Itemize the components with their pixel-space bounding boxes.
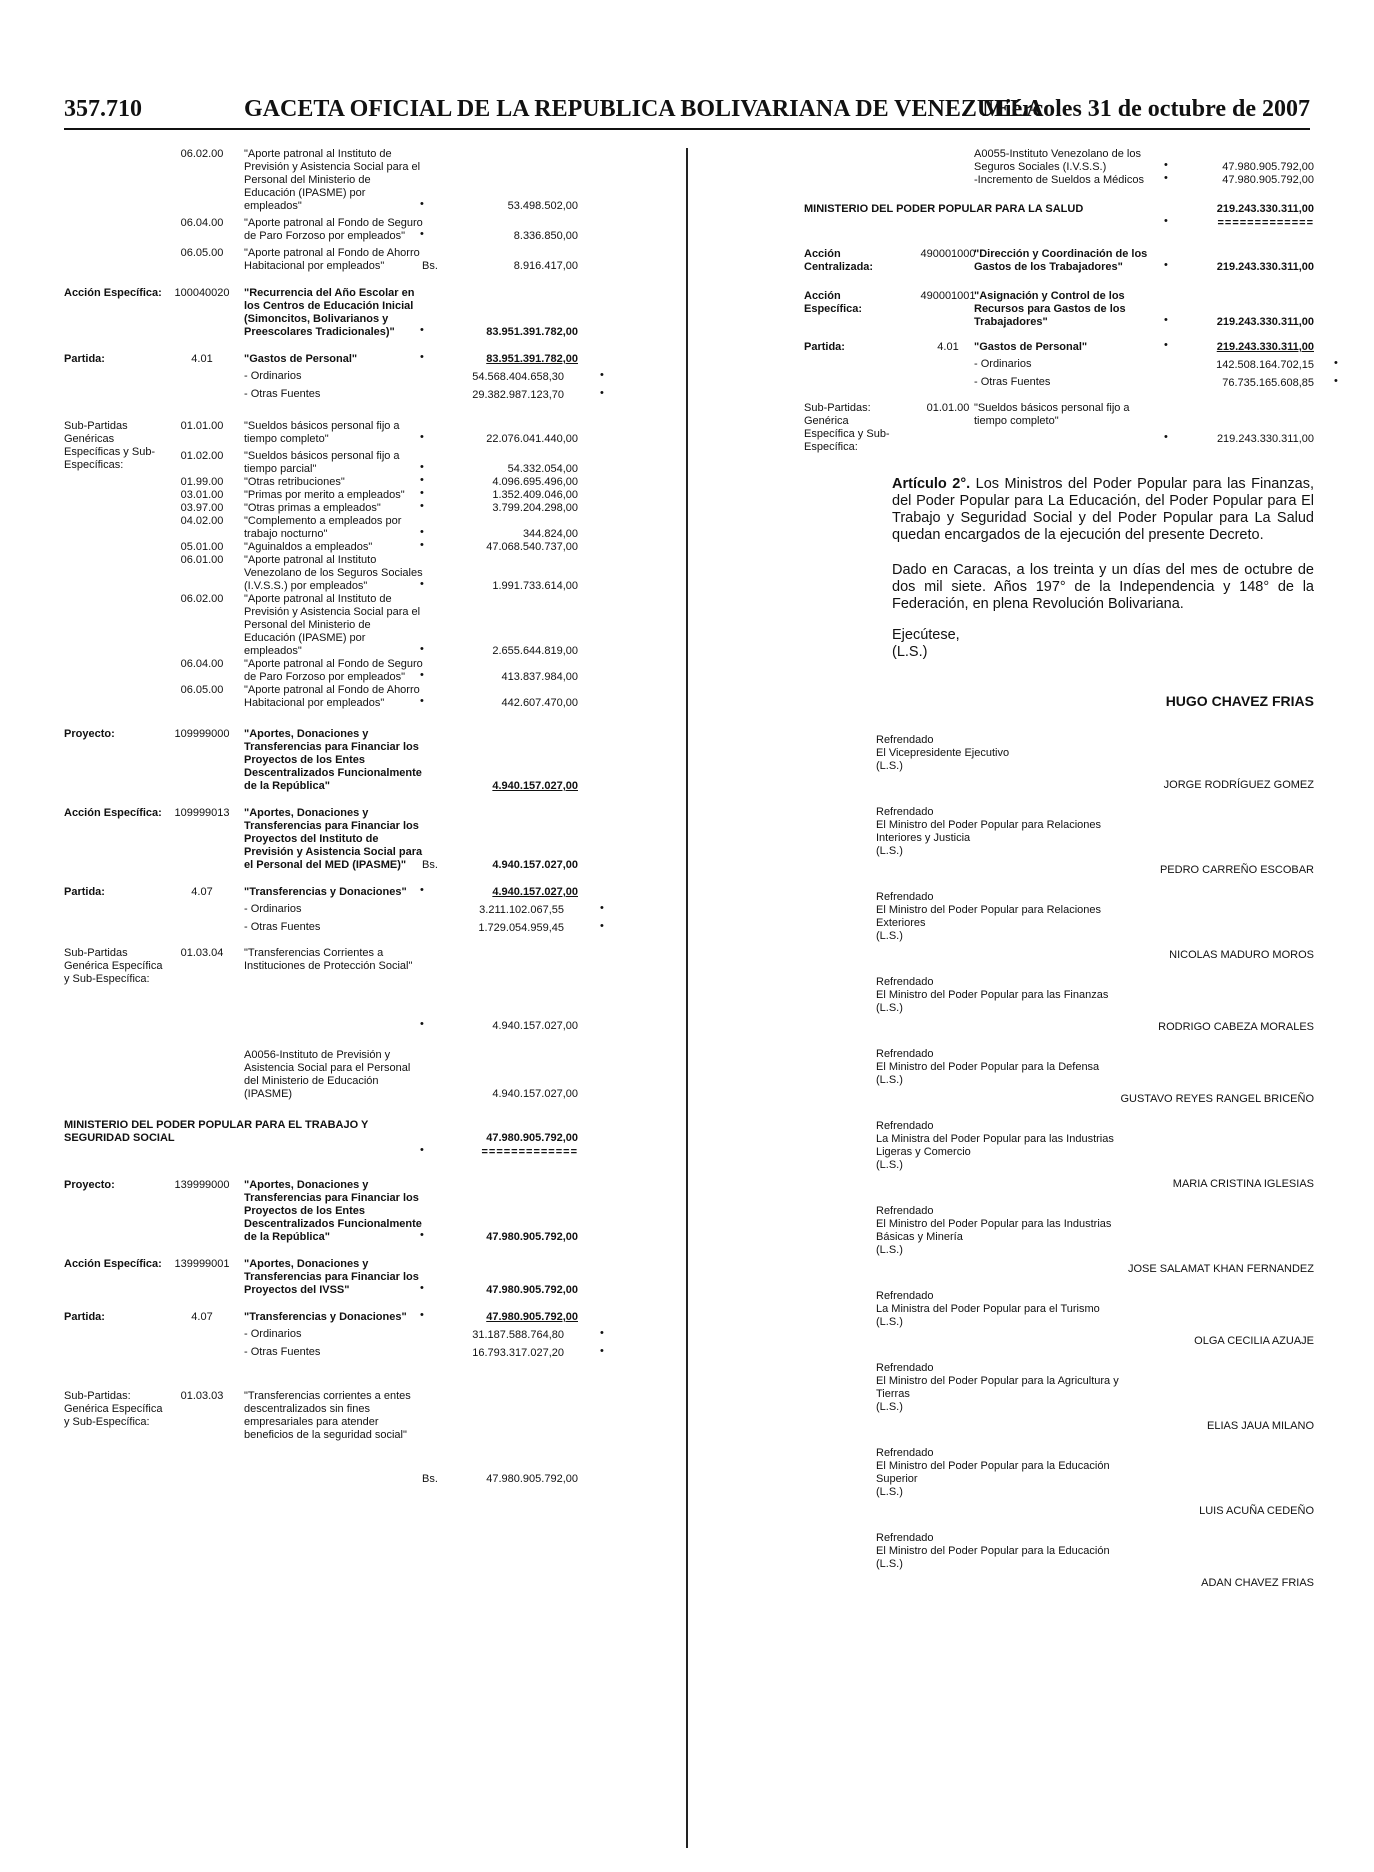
entry-description: "Aportes, Donaciones y Transferencias para Financiar los Proyectos de los Entes Descentralizados Funcionalmente de la República": [244, 1179, 422, 1243]
budget-entry: [64, 515, 578, 541]
seal-ls: (L.S.): [876, 1159, 903, 1171]
article-2-paragraph: [892, 476, 1314, 544]
budget-code: 05.01.00: [180, 541, 224, 553]
column-divider: [686, 148, 688, 1848]
budget-entry: [804, 290, 1314, 329]
right-column: [804, 144, 1338, 1590]
budget-code: 109999000: [174, 728, 230, 740]
bullet-mark: •: [420, 324, 424, 336]
budget-entry: [64, 353, 578, 366]
minister-name: MARIA CRISTINA IGLESIAS: [1172, 1178, 1314, 1190]
amount: 413.837.984,00: [501, 671, 578, 683]
bullet-mark: •: [1164, 159, 1168, 171]
amount: 22.076.041.440,00: [486, 433, 578, 445]
budget-entry: [64, 148, 578, 213]
funding-source-label: - Otras Fuentes: [244, 388, 321, 400]
entry-type-label: Partida:: [64, 1311, 105, 1323]
budget-entry: [64, 1119, 578, 1159]
budget-entry: [64, 247, 578, 273]
seal-ls: (L.S.): [876, 1002, 903, 1014]
budget-entry: [244, 902, 604, 917]
budget-code: 06.02.00: [180, 593, 224, 605]
entry-description: "Dirección y Coordinación de los Gastos de los Trabajadores": [974, 248, 1148, 273]
left-column: [64, 144, 604, 1486]
budget-code: 4.07: [191, 886, 213, 898]
entry-description: A0055-Instituto Venezolano de los Seguros Sociales (I.V.S.S.): [974, 148, 1141, 173]
entry-type-label: Sub-Partidas Genéricas Específicas y Sub-Específicas:: [64, 420, 156, 471]
amount: 47.980.905.792,00: [486, 1311, 578, 1323]
amount: 31.187.588.764,80: [472, 1329, 564, 1341]
seal-ls: (L.S.): [876, 1486, 903, 1498]
budget-entry: [64, 1390, 578, 1486]
amount: 3.799.204.298,00: [492, 502, 578, 514]
budget-code: 03.01.00: [180, 489, 224, 501]
budget-code: 01.99.00: [180, 476, 224, 488]
minister-office: La Ministra del Poder Popular para las Industrias Ligeras y Comercio: [876, 1133, 1114, 1158]
bullet-mark: •: [1164, 314, 1168, 326]
entry-type-label: Sub-Partidas Genérica Específica y Sub-Específica:: [64, 947, 163, 985]
budget-code: 06.04.00: [180, 217, 224, 229]
budget-code: 06.05.00: [180, 684, 224, 696]
refrendado-label: Refrendado: [876, 976, 934, 988]
page-header: [64, 96, 1310, 130]
budget-entry: [804, 248, 1314, 274]
seal-ls: (L.S.): [876, 1558, 903, 1570]
bullet-mark: •: [420, 1229, 424, 1241]
currency-mark: Bs.: [422, 1473, 438, 1485]
refrendado-block: [876, 1532, 1136, 1571]
amount: 54.332.054,00: [507, 463, 578, 475]
budget-entry: [804, 203, 1314, 230]
amount: 4.940.157.027,00: [492, 780, 578, 792]
gazette-title: GACETA OFICIAL DE LA REPUBLICA BOLIVARIANA DE VENEZUELA: [244, 96, 1044, 122]
entry-type-label: Acción Específica:: [804, 290, 863, 315]
bullet-mark: •: [420, 351, 424, 363]
funding-source-label: - Ordinarios: [244, 1328, 302, 1340]
budget-code: 03.97.00: [180, 502, 224, 514]
amount: 142.508.164.702,15: [1216, 359, 1314, 371]
countersignature: [804, 1120, 1314, 1191]
minister-name: GUSTAVO REYES RANGEL BRICEÑO: [1120, 1093, 1314, 1105]
budget-code: 01.03.04: [180, 947, 224, 959]
amount: 47.980.905.792,00: [486, 1132, 578, 1144]
budget-entry: [974, 375, 1338, 390]
amount: 442.607.470,00: [501, 697, 578, 709]
amount: 1.991.733.614,00: [492, 580, 578, 592]
budget-code: 109999013: [174, 807, 230, 819]
entry-type-label: Sub-Partidas: Genérica Específica y Sub- Específica:: [804, 402, 890, 453]
entry-description: "Transferencias Corrientes a Instituciones de Protección Social": [244, 947, 413, 972]
refrendado-block: [876, 1290, 1136, 1329]
countersignature: [804, 1205, 1314, 1276]
budget-code: 06.02.00: [180, 148, 224, 160]
countersignature: [804, 1290, 1314, 1348]
entry-description: "Sueldos básicos personal fijo a tiempo parcial": [244, 450, 400, 475]
budget-entry: [804, 402, 1314, 453]
entry-description: "Aporte patronal al Instituto de Previsión y Asistencia Social para el Personal del Ministerio de Educación (IPASME) por empleados": [244, 593, 421, 657]
bullet-mark: •: [600, 369, 604, 381]
budget-entry: [64, 541, 578, 554]
entry-description: "Asignación y Control de los Recursos para Gastos de los Trabajadores": [974, 290, 1126, 328]
budget-code: 490001000: [920, 248, 976, 260]
seal-ls: (L.S.): [876, 930, 903, 942]
refrendado-label: Refrendado: [876, 891, 934, 903]
budget-code: 139999000: [174, 1179, 230, 1191]
entry-type-label: Proyecto:: [64, 728, 115, 740]
bullet-mark: •: [600, 1327, 604, 1339]
budget-entry: [804, 148, 1314, 174]
bullet-mark: •: [600, 902, 604, 914]
budget-entry: [64, 684, 578, 710]
minister-name: ELIAS JAUA MILANO: [1207, 1420, 1314, 1432]
ejecutese-text: Ejecútese,: [892, 627, 960, 643]
amount: 344.824,00: [522, 528, 578, 540]
budget-entry: [64, 502, 578, 515]
refrendado-block: [876, 1120, 1136, 1172]
currency-mark: Bs.: [422, 859, 438, 871]
budget-code: 01.01.00: [180, 420, 224, 432]
minister-office: El Ministro del Poder Popular para las Industrias Básicas y Minería: [876, 1218, 1112, 1243]
entry-description: "Otras primas a empleados": [244, 502, 381, 514]
seal-ls: (L.S.): [876, 1316, 903, 1328]
entry-description: "Aporte patronal al Fondo de Seguro de Paro Forzoso por empleados": [244, 658, 423, 683]
budget-code: 04.02.00: [180, 515, 224, 527]
bullet-mark: •: [420, 1018, 424, 1030]
budget-entry: [64, 1179, 578, 1244]
budget-entry: [64, 807, 578, 872]
budget-code: 06.05.00: [180, 247, 224, 259]
bullet-mark: •: [600, 920, 604, 932]
bullet-mark: •: [600, 387, 604, 399]
page-number: 357.710: [64, 96, 142, 122]
amount: 4.940.157.027,00: [492, 859, 578, 871]
budget-entry: [64, 593, 578, 658]
bullet-mark: •: [600, 1345, 604, 1357]
refrendado-label: Refrendado: [876, 1532, 934, 1544]
amount: 3.211.102.067,55: [479, 904, 564, 916]
seal-ls: (L.S.): [876, 760, 903, 772]
bullet-mark: •: [420, 1309, 424, 1321]
budget-entry: [64, 728, 578, 793]
countersignature: [804, 891, 1314, 962]
amount: 83.951.391.782,00: [486, 326, 578, 338]
entry-description: "Aportes, Donaciones y Transferencias para Financiar los Proyectos del Instituto de Previsión y Asistencia Social para el Personal del MED (IPASME)": [244, 807, 423, 871]
bullet-mark: •: [420, 474, 424, 486]
budget-code: 01.03.03: [180, 1390, 224, 1402]
refrendado-block: [876, 891, 1136, 943]
countersignatures: [804, 734, 1314, 1590]
minister-office: El Ministro del Poder Popular para la Educación Superior: [876, 1460, 1110, 1485]
entry-type-label: Sub-Partidas: Genérica Específica y Sub-Específica:: [64, 1390, 163, 1428]
minister-office: El Vicepresidente Ejecutivo: [876, 747, 1010, 759]
bullet-mark: •: [420, 1144, 424, 1156]
refrendado-label: Refrendado: [876, 1362, 934, 1374]
amount: 219.243.330.311,00: [1216, 316, 1314, 328]
amount: 83.951.391.782,00: [486, 353, 578, 365]
total-rule: =============: [1217, 217, 1314, 229]
amount: 47.980.905.792,00: [486, 1284, 578, 1296]
entry-description: "Aporte patronal al Fondo de Ahorro Habitacional por empleados": [244, 684, 420, 709]
amount: 219.243.330.311,00: [1216, 433, 1314, 445]
entry-description: "Transferencias y Donaciones": [244, 886, 407, 898]
bullet-mark: •: [420, 884, 424, 896]
entry-description: "Aporte patronal al Fondo de Ahorro Habitacional por empleados": [244, 247, 420, 272]
issue-date: Miércoles 31 de octubre de 2007: [982, 96, 1310, 122]
bullet-mark: •: [420, 1282, 424, 1294]
amount: 76.735.165.608,85: [1222, 377, 1314, 389]
entry-description: "Aportes, Donaciones y Transferencias para Financiar los Proyectos de los Entes Descentralizados Funcionalmente de la República": [244, 728, 422, 792]
amount: 219.243.330.311,00: [1216, 261, 1314, 273]
budget-code: 4.07: [191, 1311, 213, 1323]
entry-description: "Sueldos básicos personal fijo a tiempo completo": [974, 402, 1130, 427]
minister-name: PEDRO CARREÑO ESCOBAR: [1159, 864, 1314, 876]
budget-entry: [64, 287, 578, 339]
entry-description: "Transferencias corrientes a entes descentralizados sin fines empresariales para atender beneficios de la seguridad social": [244, 1390, 411, 1441]
amount: 2.655.644.819,00: [492, 645, 578, 657]
entry-description: "Primas por merito a empleados": [244, 489, 405, 501]
budget-entry: [64, 1311, 578, 1324]
bullet-mark: •: [420, 461, 424, 473]
budget-entry: [974, 357, 1338, 372]
budget-entry: [244, 1345, 604, 1360]
budget-entry: [244, 920, 604, 935]
entry-type-label: Acción Centralizada:: [804, 248, 874, 273]
entry-description: "Aporte patronal al Instituto Venezolano de los Seguros Sociales (I.V.S.S.) por empleados": [244, 554, 423, 592]
budget-code: 06.01.00: [180, 554, 224, 566]
budget-entry: [64, 886, 578, 899]
amount: 47.068.540.737,00: [486, 541, 578, 553]
funding-source-label: - Ordinarios: [244, 370, 302, 382]
ejecutese-ls: (L.S.): [892, 644, 928, 660]
entry-description: "Gastos de Personal": [974, 341, 1088, 353]
bullet-mark: •: [420, 526, 424, 538]
bullet-mark: •: [420, 578, 424, 590]
bullet-mark: •: [1164, 259, 1168, 271]
minister-office: El Ministro del Poder Popular para Relaciones Exteriores: [876, 904, 1102, 929]
budget-code: 01.01.00: [926, 402, 970, 414]
budget-entry: [64, 1049, 578, 1101]
entry-type-label: Acción Específica:: [64, 807, 162, 819]
entry-type-label: Acción Específica:: [64, 287, 162, 299]
refrendado-label: Refrendado: [876, 1048, 934, 1060]
budget-code: 01.02.00: [180, 450, 224, 462]
budget-code: 139999001: [174, 1258, 230, 1270]
amount: 47.980.905.792,00: [486, 1473, 578, 1485]
countersignature: [804, 1048, 1314, 1106]
budget-entry: [64, 1258, 578, 1297]
countersignature: [804, 806, 1314, 877]
refrendado-block: [876, 976, 1136, 1015]
minister-name: JOSE SALAMAT KHAN FERNANDEZ: [1127, 1263, 1314, 1275]
entry-type-label: Partida:: [804, 341, 845, 353]
ministry-heading: MINISTERIO DEL PODER POPULAR PARA EL TRABAJO Y SEGURIDAD SOCIAL: [64, 1119, 369, 1144]
article-text: Los Ministros del Poder Popular para las Finanzas, del Poder Popular para La Educación, del Poder Popular para El Trabajo y Seguridad Social y del Poder Popular para La Salud quedan encargados de la ejecución del presente Decreto.: [892, 476, 1314, 543]
amount: 16.793.317.027,20: [472, 1347, 564, 1359]
bullet-mark: •: [420, 228, 424, 240]
entry-type-label: Acción Específica:: [64, 1258, 162, 1270]
budget-entry: [64, 217, 578, 243]
refrendado-block: [876, 1362, 1136, 1414]
refrendado-block: [876, 1048, 1136, 1087]
minister-office: El Ministro del Poder Popular para la Educación: [876, 1545, 1110, 1557]
entry-description: "Gastos de Personal": [244, 353, 358, 365]
budget-code: 490001001: [920, 290, 976, 302]
entry-description: "Recurrencia del Año Escolar en los Centros de Educación Inicial (Simoncitos, Bolivarianos y Preescolares Tradicionales)": [244, 287, 415, 338]
bullet-mark: •: [1164, 431, 1168, 443]
seal-ls: (L.S.): [876, 1244, 903, 1256]
entry-description: -Incremento de Sueldos a Médicos: [974, 174, 1144, 186]
budget-entry: [804, 174, 1314, 187]
entry-description: "Aporte patronal al Instituto de Previsión y Asistencia Social para el Personal del Ministerio de Educación (IPASME) por empleados": [244, 148, 421, 212]
entry-description: "Aporte patronal al Fondo de Seguro de Paro Forzoso por empleados": [244, 217, 423, 242]
countersignature: [804, 976, 1314, 1034]
bullet-mark: •: [420, 487, 424, 499]
entry-description: "Aguinaldos a empleados": [244, 541, 373, 553]
amount: 8.336.850,00: [513, 230, 578, 242]
amount: 47.980.905.792,00: [1222, 161, 1314, 173]
budget-entry: [244, 387, 604, 402]
budget-code: 100040020: [174, 287, 230, 299]
amount: 4.940.157.027,00: [492, 1020, 578, 1032]
bullet-mark: •: [420, 500, 424, 512]
countersignature: [804, 1362, 1314, 1433]
refrendado-block: [876, 1447, 1136, 1499]
dado-paragraph: Dado en Caracas, a los treinta y un días del mes de octubre de dos mil siete. Años 197° de la Independencia y 148° de la Federación, en plena Revolución Bolivariana.: [892, 562, 1314, 612]
funding-source-label: - Otras Fuentes: [974, 376, 1051, 388]
budget-entry: [64, 476, 578, 489]
bullet-mark: •: [420, 669, 424, 681]
budget-entry: [64, 450, 578, 476]
entry-type-label: Partida:: [64, 353, 105, 365]
budget-entry: [64, 489, 578, 502]
seal-ls: (L.S.): [876, 1401, 903, 1413]
bullet-mark: •: [420, 431, 424, 443]
right-entries: [804, 148, 1338, 453]
entry-description: "Aportes, Donaciones y Transferencias para Financiar los Proyectos del IVSS": [244, 1258, 419, 1296]
seal-ls: (L.S.): [876, 845, 903, 857]
amount: 219.243.330.311,00: [1216, 341, 1314, 353]
ejecutese: [892, 627, 1314, 661]
bullet-mark: •: [420, 695, 424, 707]
refrendado-label: Refrendado: [876, 1120, 934, 1132]
total-rule: =============: [481, 1146, 578, 1158]
bullet-mark: •: [420, 539, 424, 551]
minister-office: El Ministro del Poder Popular para la Agricultura y Tierras: [876, 1375, 1119, 1400]
entry-type-label: Partida:: [64, 886, 105, 898]
article-lead: Artículo 2°.: [892, 476, 971, 492]
entry-description: "Transferencias y Donaciones": [244, 1311, 407, 1323]
refrendado-label: Refrendado: [876, 1290, 934, 1302]
budget-entry: [64, 947, 578, 1033]
bullet-mark: •: [1164, 339, 1168, 351]
countersignature: [804, 1532, 1314, 1590]
entry-type-label: Proyecto:: [64, 1179, 115, 1191]
ministry-heading: MINISTERIO DEL PODER POPULAR PARA LA SALUD: [804, 203, 1084, 215]
funding-source-label: - Otras Fuentes: [244, 1346, 321, 1358]
amount: 219.243.330.311,00: [1216, 203, 1314, 215]
refrendado-block: [876, 734, 1136, 773]
amount: 8.916.417,00: [513, 260, 578, 272]
seal-ls: (L.S.): [876, 1074, 903, 1086]
amount: 47.980.905.792,00: [1222, 174, 1314, 186]
president-signature: HUGO CHAVEZ FRIAS: [1165, 693, 1314, 709]
funding-source-label: - Ordinarios: [244, 903, 302, 915]
budget-entry: [64, 658, 578, 684]
currency-mark: Bs.: [422, 260, 438, 272]
bullet-mark: •: [1164, 172, 1168, 184]
bullet-mark: •: [1164, 215, 1168, 227]
minister-name: ADAN CHAVEZ FRIAS: [1201, 1577, 1314, 1589]
budget-code: 4.01: [191, 353, 213, 365]
budget-entry: [804, 341, 1314, 354]
bullet-mark: •: [420, 643, 424, 655]
amount: 47.980.905.792,00: [486, 1231, 578, 1243]
entry-description: A0056-Instituto de Previsión y Asistencia Social para el Personal del Ministerio de Educación (IPASME): [244, 1049, 411, 1100]
entry-description: "Otras retribuciones": [244, 476, 345, 488]
minister-name: OLGA CECILIA AZUAJE: [1194, 1335, 1314, 1347]
minister-name: JORGE RODRÍGUEZ GOMEZ: [1163, 779, 1314, 791]
amount: 4.940.157.027,00: [492, 1088, 578, 1100]
minister-name: NICOLAS MADURO MOROS: [1169, 949, 1314, 961]
countersignature: [804, 734, 1314, 792]
minister-office: El Ministro del Poder Popular para las Finanzas: [876, 989, 1109, 1001]
refrendado-label: Refrendado: [876, 734, 934, 746]
minister-office: El Ministro del Poder Popular para la Defensa: [876, 1061, 1100, 1073]
budget-entry: [64, 554, 578, 593]
budget-entry: [244, 1327, 604, 1342]
entry-description: "Complemento a empleados por trabajo nocturno": [244, 515, 402, 540]
refrendado-label: Refrendado: [876, 1447, 934, 1459]
refrendado-label: Refrendado: [876, 806, 934, 818]
budget-entry: [244, 369, 604, 384]
countersignature: [804, 1447, 1314, 1518]
refrendado-block: [876, 1205, 1136, 1257]
refrendado-block: [876, 806, 1136, 858]
bullet-mark: •: [1334, 375, 1338, 387]
amount: 29.382.987.123,70: [472, 389, 564, 401]
budget-code: 4.01: [937, 341, 959, 353]
minister-office: El Ministro del Poder Popular para Relaciones Interiores y Justicia: [876, 819, 1102, 844]
amount: 4.096.695.496,00: [492, 476, 578, 488]
funding-source-label: - Otras Fuentes: [244, 921, 321, 933]
bullet-mark: •: [420, 198, 424, 210]
refrendado-label: Refrendado: [876, 1205, 934, 1217]
bullet-mark: •: [1334, 357, 1338, 369]
funding-source-label: - Ordinarios: [974, 358, 1032, 370]
entry-description: "Sueldos básicos personal fijo a tiempo completo": [244, 420, 400, 445]
amount: 1.352.409.046,00: [492, 489, 578, 501]
amount: 53.498.502,00: [507, 200, 578, 212]
amount: 1.729.054.959,45: [478, 922, 564, 934]
minister-name: RODRIGO CABEZA MORALES: [1158, 1021, 1314, 1033]
minister-office: La Ministra del Poder Popular para el Turismo: [876, 1303, 1100, 1315]
budget-code: 06.04.00: [180, 658, 224, 670]
minister-name: LUIS ACUÑA CEDEÑO: [1199, 1505, 1314, 1517]
amount: 54.568.404.658,30: [472, 371, 564, 383]
amount: 4.940.157.027,00: [492, 886, 578, 898]
